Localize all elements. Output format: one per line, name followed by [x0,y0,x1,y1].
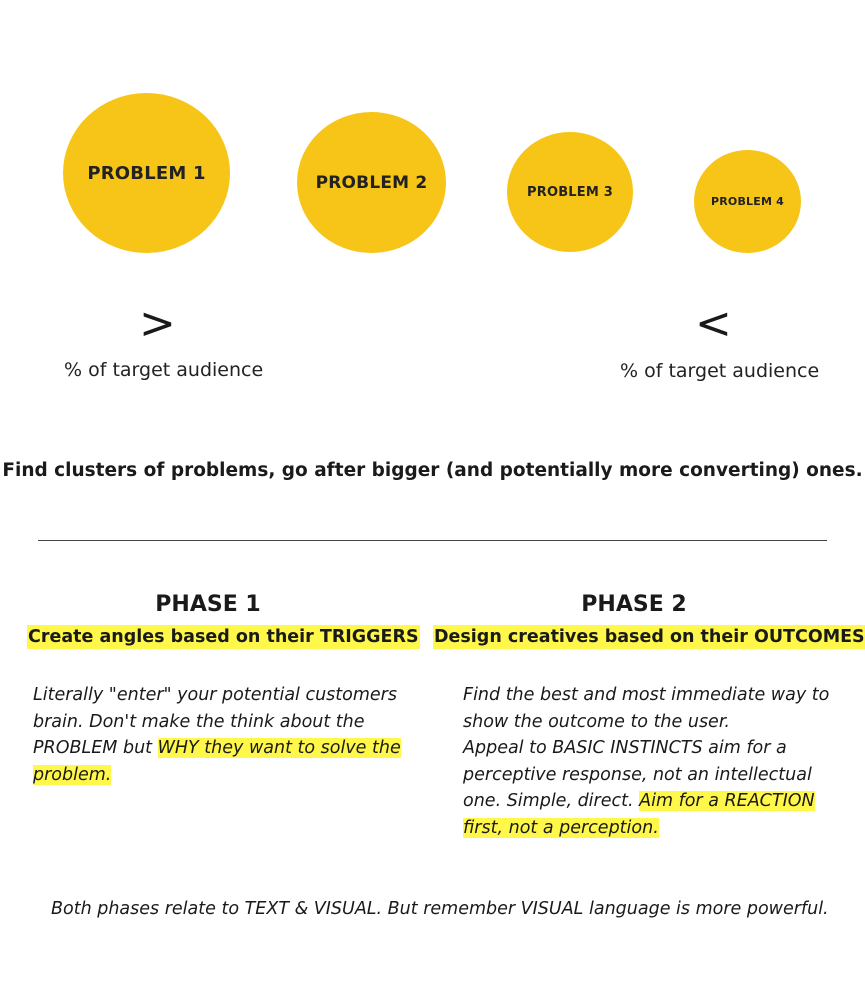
problem-3-label: PROBLEM 3 [527,184,613,200]
section-divider [38,540,827,541]
phase-1-body [33,682,403,788]
phase-1-subtitle: Create angles based on their TRIGGERS [28,627,419,647]
phase-1-body-line: brain. Don't make the think about the [33,711,365,732]
footer-note: Both phases relate to TEXT & VISUAL. But remember VISUAL language is more powerful. [51,899,829,919]
phase-1-body-line [33,735,403,762]
phase-2-body-line: show the outcome to the user. [463,711,730,732]
phase-2-body-line: perceptive response, not an intellectual [463,764,812,785]
problem-1-circle [63,93,230,253]
phase-1-body-line: Literally "enter" your potential customers [33,685,397,705]
right-audience-label: % of target audience [620,360,820,382]
phase-2-body-line [463,788,823,815]
phase-1-title: PHASE 1 [155,592,261,617]
left-audience-label: % of target audience [64,359,264,381]
phase-2-body-line: Appeal to BASIC INSTINCTS aim for a [463,738,787,758]
greater-than-symbol: > [139,298,176,349]
phase-2-body [463,682,830,841]
phase-1-body-line [33,762,403,789]
problem-2-label: PROBLEM 2 [315,172,428,193]
phase-2-body-text: one. Simple, direct. [463,791,640,811]
less-than-symbol: < [695,298,732,349]
phase-1-highlight: WHY they want to solve the [157,738,401,758]
phase-2-body-line: Find the best and most immediate way to [463,685,830,705]
problem-4-circle [694,150,801,253]
phase-1-highlight: problem. [33,764,112,785]
problem-4-label: PROBLEM 4 [710,195,785,208]
phase-1-body-text: PROBLEM but [33,738,158,758]
problem-1-label: PROBLEM 1 [87,162,206,184]
phase-2-highlight: Aim for a REACTION [639,791,815,811]
phase-2-body-line [463,815,823,842]
phase-2-title: PHASE 2 [581,592,687,617]
phase-2-highlight: first, not a perception. [463,817,659,838]
problem-2-circle [297,112,446,253]
summary-statement: Find clusters of problems, go after bigger (and potentially more converting) ones. [2,460,863,481]
phase-2-subtitle: Design creatives based on their OUTCOMES [434,627,865,647]
problem-3-circle [507,132,633,252]
